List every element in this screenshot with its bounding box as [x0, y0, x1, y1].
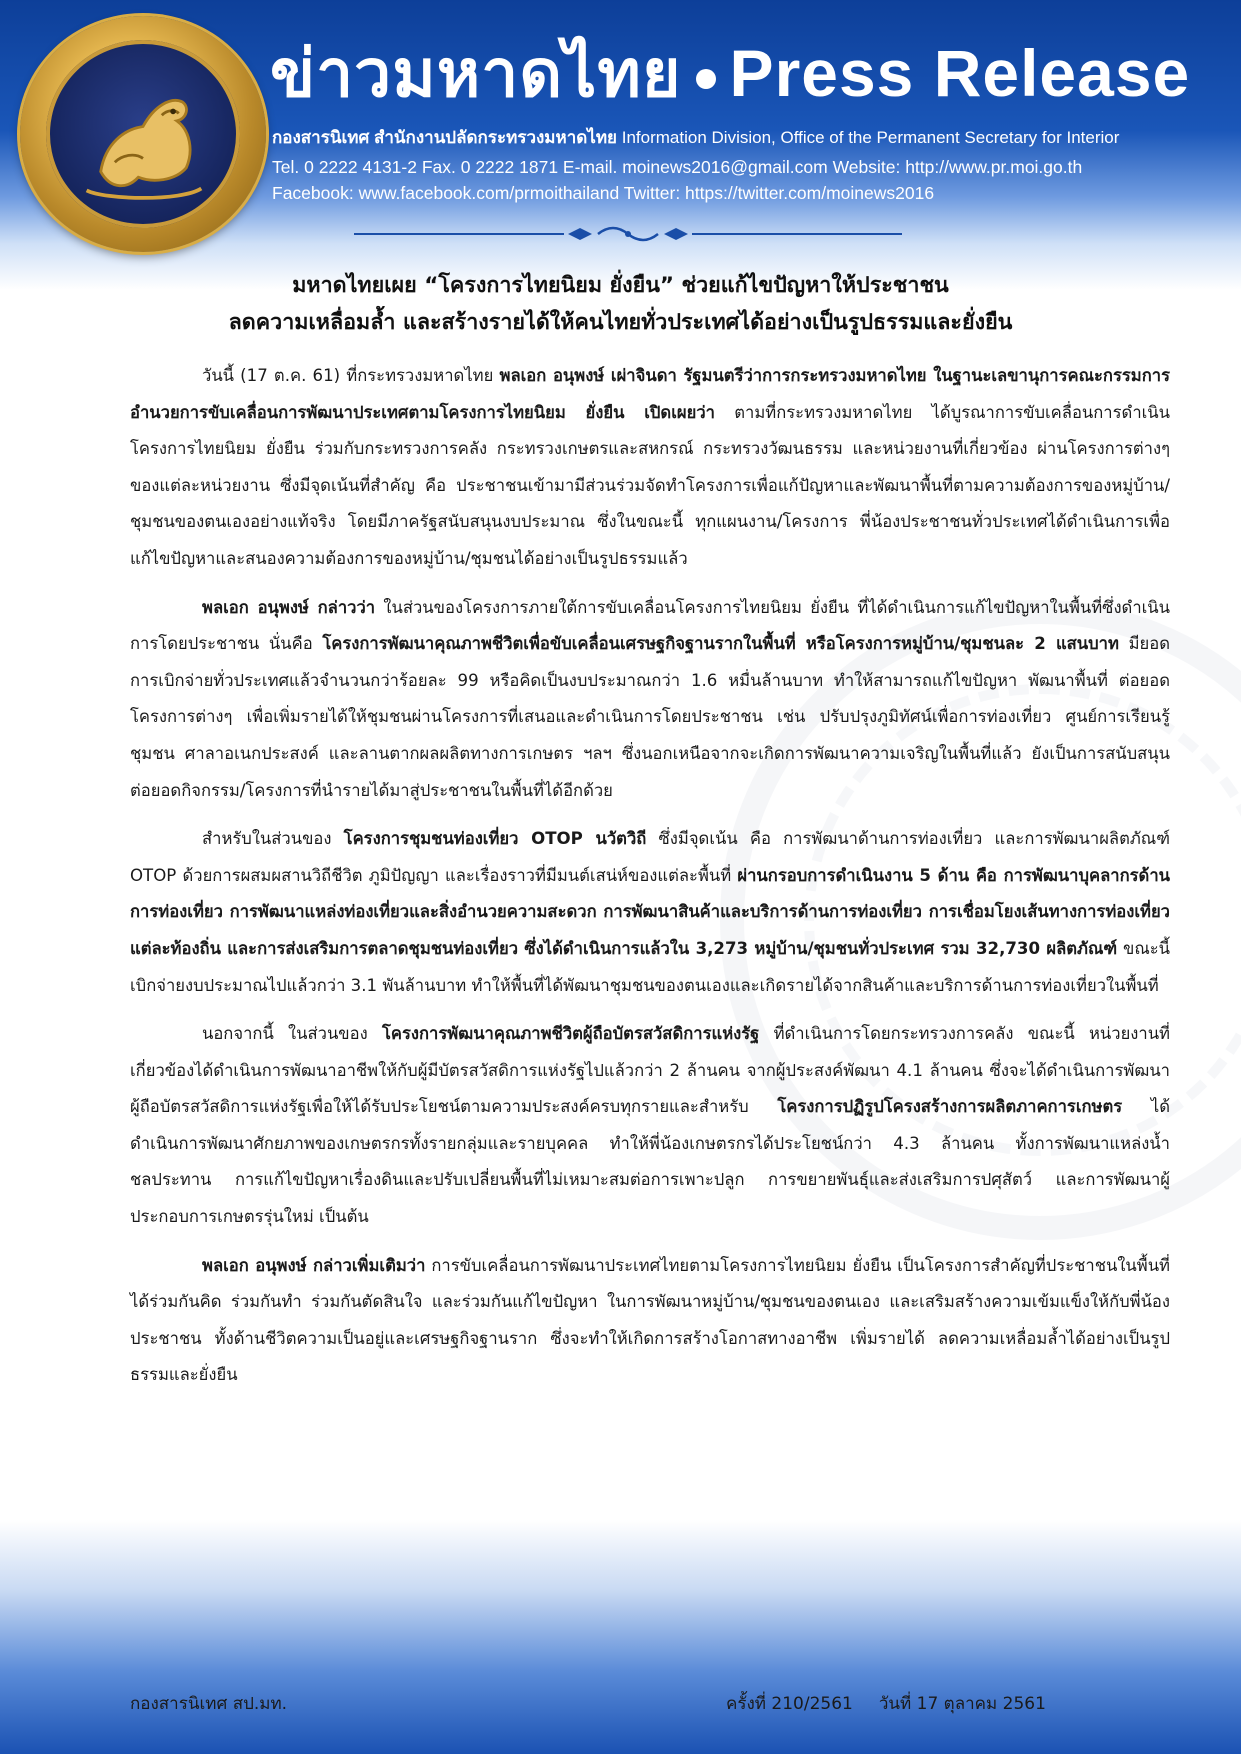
body-text: ซึ่งมีจุดเน้น คือ การพัฒนาด้านการท่องเที่ยว และการพัฒนาผลิตภัณฑ์ OTOP ด้วยการผสมผสานวิถีชีวิต ภูมิปัญญา และเรื่องราวที่มีมนต์เสน่ห์ของแต่ละพื้นที่: [130, 829, 1170, 885]
article-paragraph: [130, 1248, 1170, 1394]
bullet-dot-icon: [696, 69, 716, 89]
footer-banner: [0, 1520, 1241, 1754]
article-body: [130, 358, 1170, 1406]
footer-department: กองสารนิเทศ สป.มท.: [130, 1694, 288, 1714]
footer-issue-date: [726, 1690, 1046, 1717]
emphasis-text: พลเอก อนุพงษ์ เผ่าจินดา รัฐมนตรีว่าการกระทรวงมหาดไทย ในฐานะเลขานุการคณะกรรมการอำนวยการขับเคลื่อนการพัฒนาประเทศตามโครงการไทยนิยม ยั่งยืน เปิดเผยว่า: [130, 366, 1170, 422]
emphasis-text: พลเอก อนุพงษ์ กล่าวเพิ่มเติมว่า: [202, 1255, 426, 1275]
footer-date: วันที่ 17 ตุลาคม 2561: [878, 1694, 1046, 1714]
body-text: นอกจากนี้ ในส่วนของ: [202, 1024, 382, 1044]
masthead-thai: ข่าวมหาดไทย: [270, 36, 682, 110]
masthead-title: [270, 36, 1191, 110]
body-text: ขณะนี้เบิกจ่ายงบประมาณไปแล้วกว่า 3.1 พันล้านบาท ทำให้พื้นที่ได้พัฒนาชุมชนของตนเองและเกิดรายได้จากสินค้าและบริการด้านการท่องเที่ยวในพื้นที่: [130, 938, 1170, 995]
lion-emblem-icon: [46, 40, 240, 228]
headline-line-1: มหาดไทยเผย “โครงการไทยนิยม ยั่งยืน” ช่วยแก้ไขปัญหาให้ประชาชน: [292, 273, 949, 298]
emphasis-text: โครงการชุมชนท่องเที่ยว OTOP นวัตวิถี: [343, 829, 647, 849]
body-text: มียอดการเบิกจ่ายทั่วประเทศแล้วจำนวนกว่าร้อยละ 99 หรือคิดเป็นงบประมาณกว่า 1.6 หมื่นล้านบาท ทำให้สามารถแก้ไขปัญหา พัฒนาพื้นที่ ต่อยอดโครงการต่างๆ เพื่อเพิ่มรายได้ให้ชุมชนผ่านโครงการที่เสนอและดำเนินการโดยประชาชน เช่น ปรับปรุงภูมิทัศน์เพื่อการท่องเที่ยว ศูนย์การเรียนรู้ชุมชน ศาลาอเนกประสงค์ และลานตากผลผลิตทางการเกษตร ฯลฯ ซึ่งนอกเหนือจากจะเกิดการพัฒนาความเจริญในพื้นที่แล้ว ยังเป็นการสนับสนุนต่อยอดกิจกรรม/โครงการที่นำรายได้มาสู่ประชาชนในพื้นที่ได้อีกด้วย: [130, 634, 1170, 800]
ornamental-divider: [354, 226, 902, 242]
body-text: ที่ดำเนินการโดยกระทรวงการคลัง ขณะนี้ หน่วยงานที่เกี่ยวข้องได้ดำเนินการพัฒนาอาชีพให้กับผู้มีบัตรสวัสดิการแห่งรัฐไปแล้วกว่า 2 ล้านคน จากผู้ประสงค์พัฒนา 4.1 ล้านคน ซึ่งจะได้ดำเนินการพัฒนาผู้ถือบัตรสวัสดิการแห่งรัฐเพื่อให้ได้รับประโยชน์ตามความประสงค์ครบทุกรายและสำหรับ: [130, 1024, 1170, 1117]
article-paragraph: [130, 358, 1170, 578]
contact-line: Tel. 0 2222 4131-2 Fax. 0 2222 1871 E-mail. moinews2016@gmail.com Website: http://www.pr.moi.go.th: [272, 157, 1083, 177]
ministry-seal-icon: [20, 16, 266, 252]
body-text: สำหรับในส่วนของ: [202, 829, 344, 849]
article-paragraph: [130, 590, 1170, 810]
body-text: การขับเคลื่อนการพัฒนาประเทศไทยตามโครงการไทยนิยม ยั่งยืน เป็นโครงการสำคัญที่ประชาชนในพื้นที่ได้ร่วมกันคิด ร่วมกันทำ ร่วมกันตัดสินใจ และร่วมกันแก้ไขปัญหา ในการพัฒนาหมู่บ้าน/ชุมชนของตนเอง และเสริมสร้างความเข้มแข็งให้กับพี่น้องประชาชน ทั้งด้านชีวิตความเป็นอยู่และเศรษฐกิจฐานราก ซึ่งจะทำให้เกิดการสร้างโอกาสทางอาชีพ เพิ่มรายได้ ลดความเหลื่อมล้ำได้อย่างเป็นรูปธรรมและยั่งยืน: [130, 1255, 1170, 1385]
organization-line: [272, 124, 1119, 151]
article-paragraph: [130, 821, 1170, 1004]
emphasis-text: พลเอก อนุพงษ์ กล่าวว่า: [202, 597, 376, 617]
emphasis-text: ผ่านกรอบการดำเนินงาน 5 ด้าน คือ การพัฒนาบุคลากรด้านการท่องเที่ยว การพัฒนาแหล่งท่องเที่ยวและสิ่งอำนวยความสะดวก การพัฒนาสินค้าและบริการด้านการท่องเที่ยว การเชื่อมโยงเส้นทางการท่องเที่ยวแต่ละท้องถิ่น และการส่งเสริมการตลาดชุมชนท่องเที่ยว ซึ่งได้ดำเนินการแล้วใน 3,273 หมู่บ้าน/ชุมชนทั่วประเทศ รวม 32,730 ผลิตภัณฑ์: [130, 865, 1170, 958]
body-text: วันนี้ (17 ต.ค. 61) ที่กระทรวงมหาดไทย: [202, 366, 500, 385]
organization-thai: กองสารนิเทศ สำนักงานปลัดกระทรวงมหาดไทย: [272, 128, 618, 147]
headline-line-2: ลดความเหลื่อมล้ำ และสร้างรายได้ให้คนไทยทั่วประเทศได้อย่างเป็นรูปธรรมและยั่งยืน: [228, 310, 1013, 335]
article-paragraph: [130, 1016, 1170, 1236]
emphasis-text: โครงการพัฒนาคุณภาพชีวิตผู้ถือบัตรสวัสดิการแห่งรัฐ: [381, 1024, 760, 1044]
social-line: Facebook: www.facebook.com/prmoithailand Twitter: https://twitter.com/moinews2016: [272, 183, 935, 203]
emphasis-text: โครงการปฏิรูปโครงสร้างการผลิตภาคการเกษตร: [777, 1097, 1123, 1117]
masthead-english: Press Release: [729, 36, 1191, 110]
body-text: ได้ดำเนินการพัฒนาศักยภาพของเกษตรกรทั้งรายกลุ่มและรายบุคคล ทำให้พี่น้องเกษตรกรได้ประโยชน์กว่า 4.3 ล้านคน ทั้งการพัฒนาแหล่งน้ำชลประทาน การแก้ไขปัญหาเรื่องดินและปรับเปลี่ยนพื้นที่ไม่เหมาะสมต่อการเพาะปลูก การขยายพันธุ์และส่งเสริมการปศุสัตว์ และการพัฒนาผู้ประกอบการเกษตรรุ่นใหม่ เป็นต้น: [130, 1097, 1170, 1227]
body-text: ในส่วนของโครงการภายใต้การขับเคลื่อนโครงการไทยนิยม ยั่งยืน ที่ได้ดำเนินการแก้ไขปัญหาในพื้นที่ซึ่งดำเนินการโดยประชาชน นั่นคือ: [130, 597, 1170, 654]
footer-issue: ครั้งที่ 210/2561: [726, 1694, 853, 1714]
emphasis-text: โครงการพัฒนาคุณภาพชีวิตเพื่อขับเคลื่อนเศรษฐกิจฐานรากในพื้นที่ หรือโครงการหมู่บ้าน/ชุมชนละ 2 แสนบาท: [322, 634, 1119, 654]
body-text: ตามที่กระทรวงมหาดไทย ได้บูรณาการขับเคลื่อนการดำเนินโครงการไทยนิยม ยั่งยืน ร่วมกับกระทรวงการคลัง กระทรวงเกษตรและสหกรณ์ กระทรวงวัฒนธรรม และหน่วยงานที่เกี่ยวข้อง ผ่านโครงการต่างๆ ของแต่ละหน่วยงาน ซึ่งมีจุดเน้นที่สำคัญ คือ ประชาชนเข้ามามีส่วนร่วมจัดทำโครงการเพื่อแก้ปัญหาและพัฒนาพื้นที่ตามความต้องการของหมู่บ้าน/ชุมชนของตนเองอย่างแท้จริง โดยมีภาครัฐสนับสนุนงบประมาณ ซึ่งในขณะนี้ ทุกแผนงาน/โครงการ พี่น้องประชาชนทั่วประเทศได้ดำเนินการเพื่อแก้ไขปัญหาและสนองความต้องการของหมู่บ้าน/ชุมชนได้อย่างเป็นรูปธรรมแล้ว: [130, 402, 1170, 568]
organization-english: Information Division, Office of the Permanent Secretary for Interior: [621, 128, 1120, 147]
